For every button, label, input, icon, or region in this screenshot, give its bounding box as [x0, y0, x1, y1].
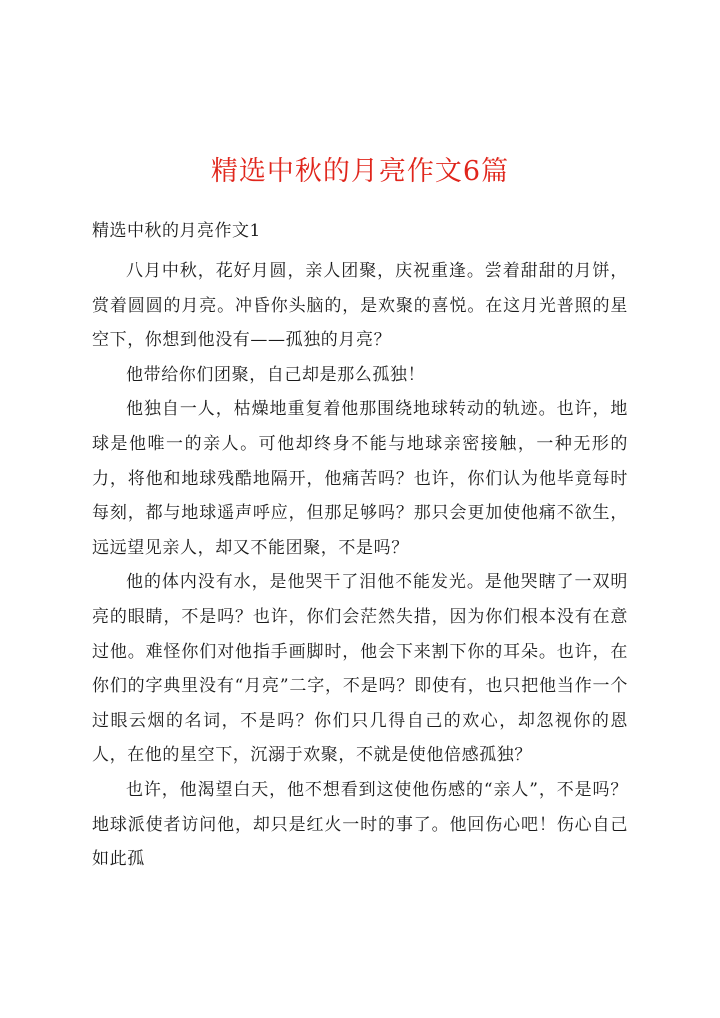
paragraph: 也许，他渴望白天，他不想看到这使他伤感的“亲人”，不是吗？地球派使者访问他，却只是红火一时的事了。他回伤心吧！伤心自己如此孤: [92, 779, 628, 870]
document-title: 精选中秋的月亮作文6篇: [210, 156, 510, 187]
paragraph: 他独自一人，枯燥地重复着他那围绕地球转动的轨迹。也许，地球是他唯一的亲人。可他却终身不能与地球亲密接触，一种无形的力，将他和地球残酷地隔开，他痛苦吗？也许，你们认为他毕竟每时每刻，都与地球遥声呼应，但那足够吗？那只会更加使他痛不欲生，远远望见亲人，却又不能团聚，不是吗？: [92, 399, 628, 558]
paragraph: 八月中秋，花好月圆，亲人团聚，庆祝重逢。尝着甜甜的月饼，赏着圆圆的月亮。冲昏你头脑的，是欢聚的喜悦。在这月光普照的星空下，你想到他没有——孤独的月亮？: [92, 261, 628, 351]
section-heading: 精选中秋的月亮作文1: [92, 221, 261, 241]
document-body: [92, 254, 628, 877]
paragraph: 他的体内没有水，是他哭干了泪他不能发光。是他哭瞎了一双明亮的眼睛，不是吗？也许，你们会茫然失措，因为你们根本没有在意过他。难怪你们对他指手画脚时，他会下来割下你的耳朵。也许，在你们的字典里没有“月亮”二字，不是吗？即使有，也只把他当作一个过眼云烟的名词，不是吗？你们只几得自己的欢心，却忽视你的恩人，在他的星空下，沉溺于欢聚，不就是使他倍感孤独？: [92, 572, 628, 766]
paragraph: 他带给你们团聚，自己却是那么孤独！: [126, 364, 426, 385]
